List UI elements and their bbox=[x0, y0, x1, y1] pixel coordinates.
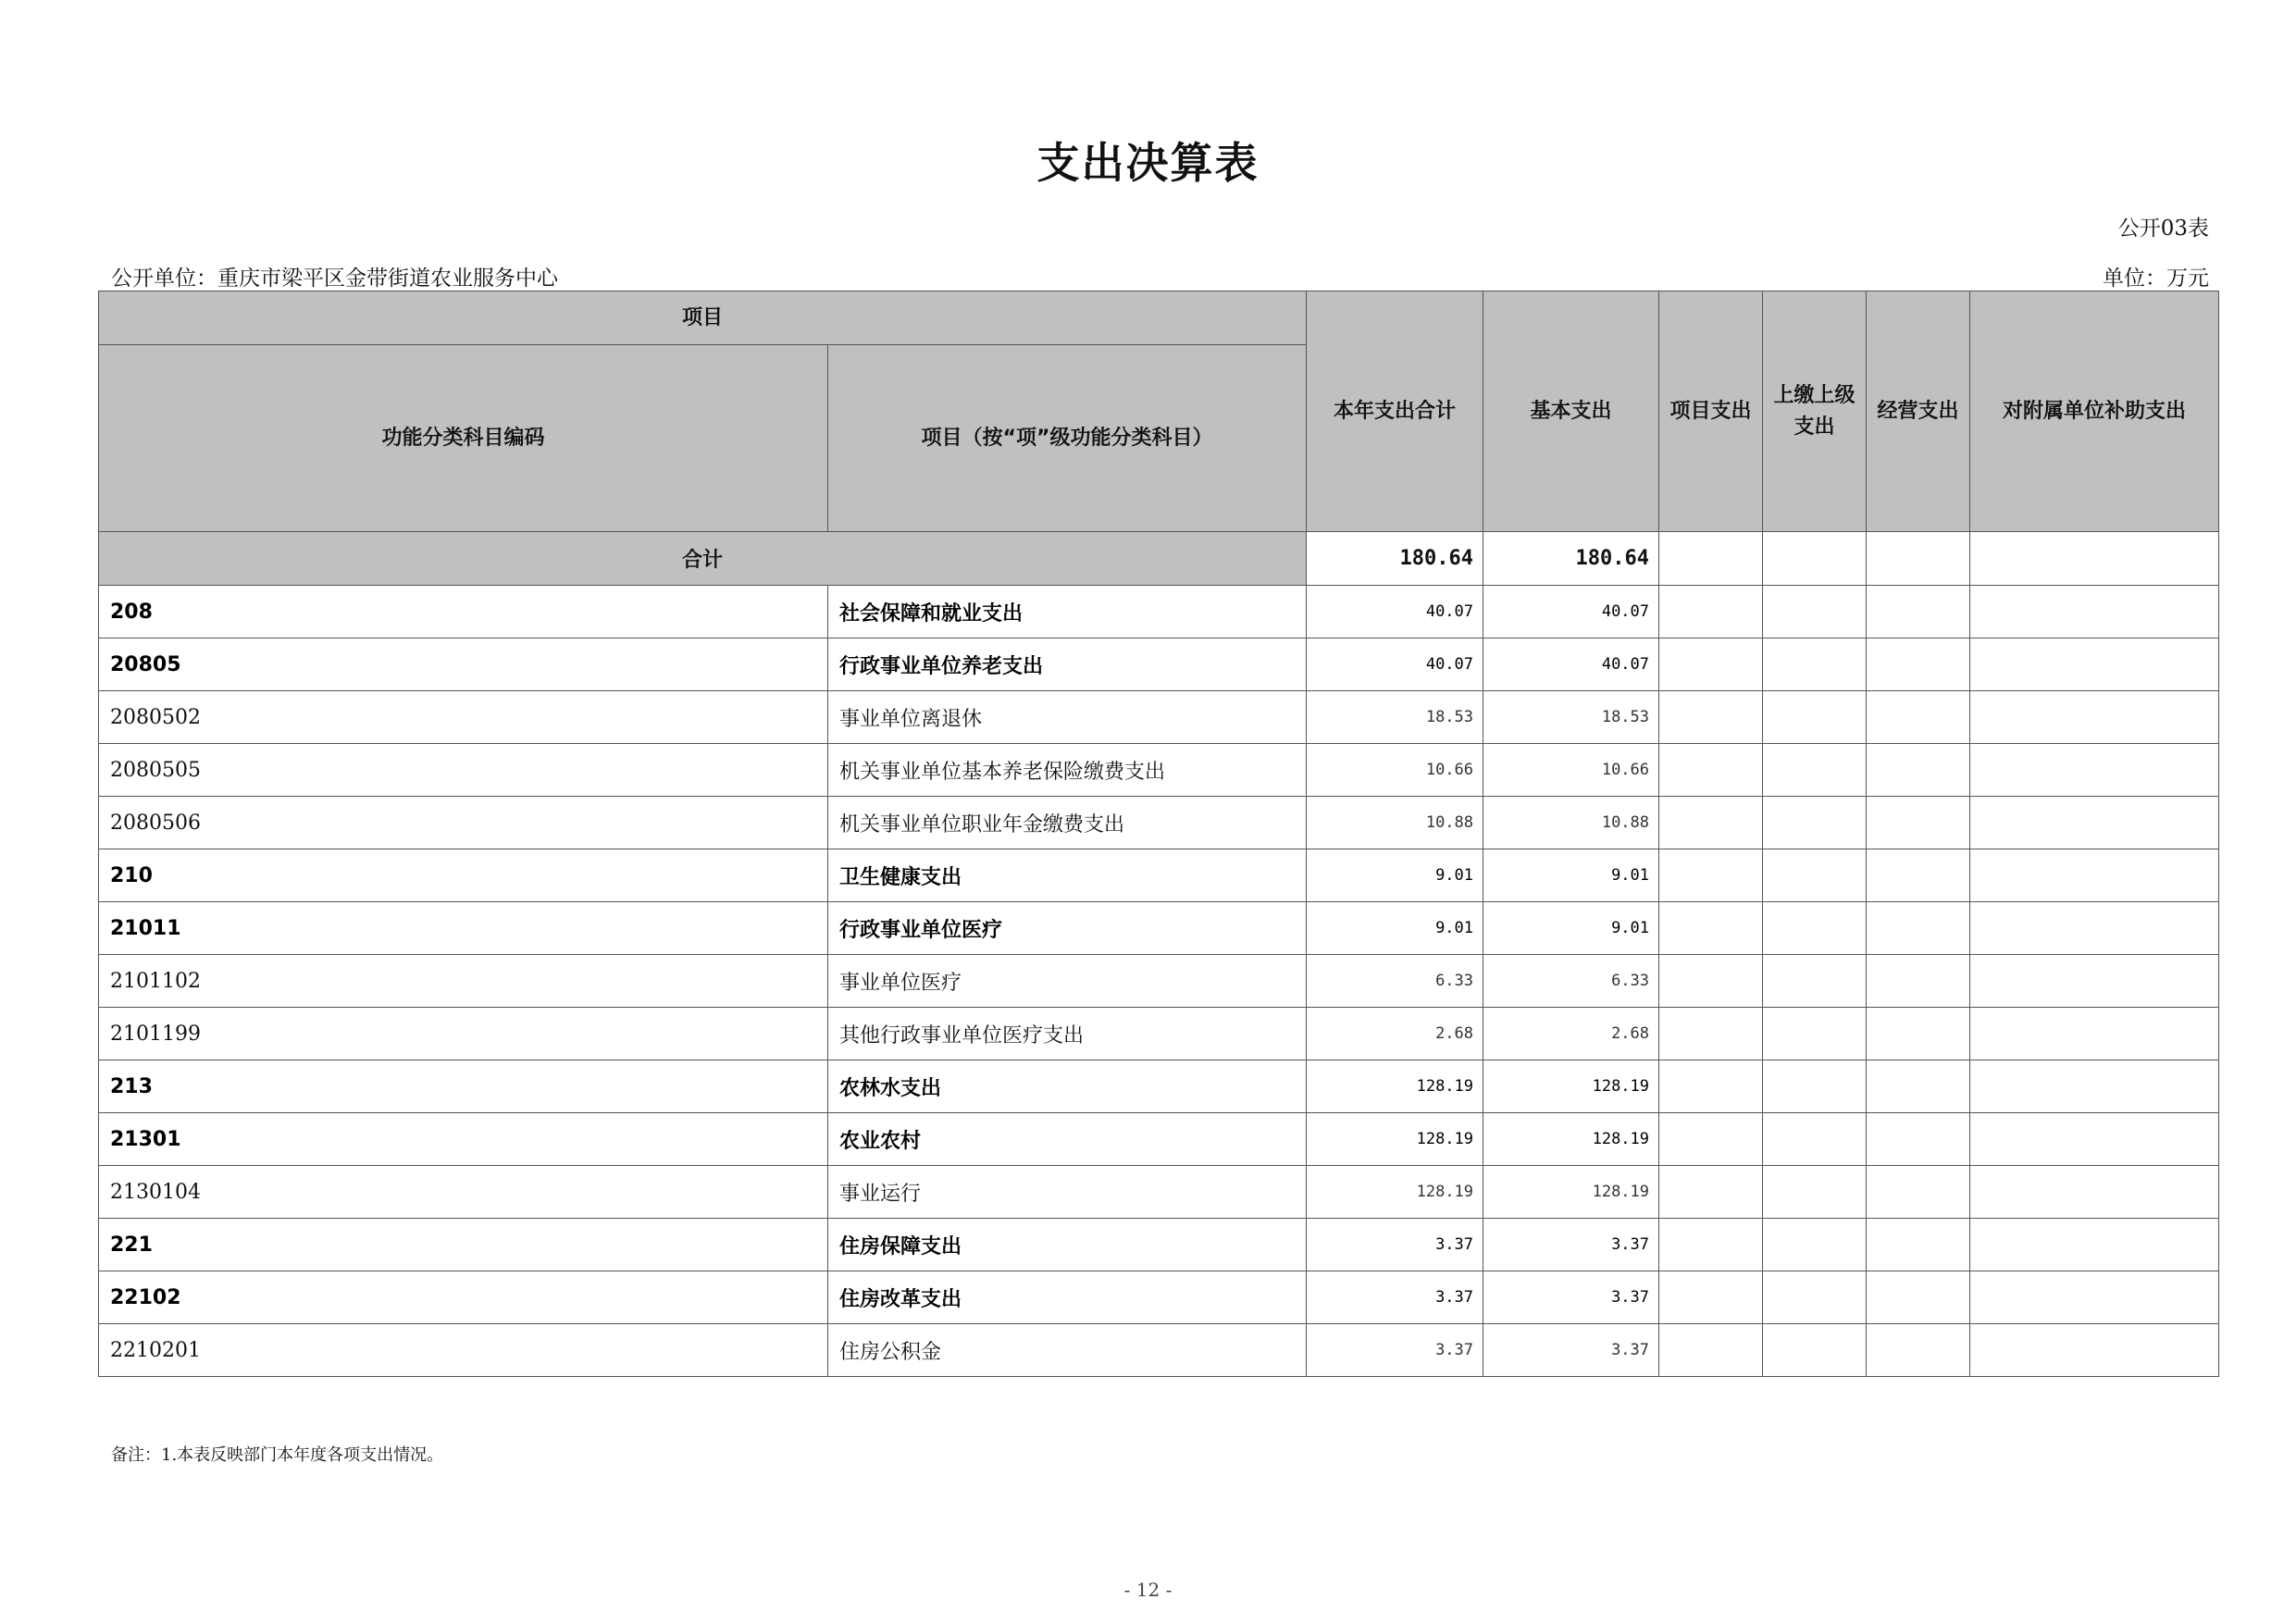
header-code: 功能分类科目编码 bbox=[99, 345, 828, 532]
empty-cell bbox=[1970, 1271, 2219, 1324]
account-code-cell: 22102 bbox=[99, 1271, 828, 1324]
table-row bbox=[99, 1219, 2219, 1271]
account-name-cell: 住房公积金 bbox=[828, 1324, 1307, 1377]
total-expenditure-cell: 40.07 bbox=[1307, 586, 1483, 638]
empty-cell bbox=[1659, 849, 1763, 902]
account-name-cell: 事业运行 bbox=[828, 1166, 1307, 1219]
table-row bbox=[99, 849, 2219, 902]
table-row bbox=[99, 1324, 2219, 1377]
empty-cell bbox=[1867, 1219, 1970, 1271]
unit-line bbox=[111, 261, 2209, 291]
basic-expenditure-cell: 3.37 bbox=[1483, 1324, 1659, 1377]
empty-cell bbox=[1659, 1271, 1763, 1324]
basic-expenditure-cell: 3.37 bbox=[1483, 1219, 1659, 1271]
header-total: 本年支出合计 bbox=[1307, 291, 1483, 532]
account-code-cell: 2210201 bbox=[99, 1324, 828, 1377]
total-expenditure-cell: 10.66 bbox=[1307, 744, 1483, 797]
account-code-cell: 208 bbox=[99, 586, 828, 638]
basic-expenditure-cell: 10.88 bbox=[1483, 797, 1659, 849]
empty-cell bbox=[1970, 955, 2219, 1008]
header-project: 项目 bbox=[99, 291, 1307, 345]
empty-cell bbox=[1867, 955, 1970, 1008]
table-row bbox=[99, 1271, 2219, 1324]
empty-cell bbox=[1867, 1113, 1970, 1166]
account-name-cell: 事业单位医疗 bbox=[828, 955, 1307, 1008]
account-code-cell: 221 bbox=[99, 1219, 828, 1271]
empty-cell bbox=[1659, 744, 1763, 797]
header-subsidy: 对附属单位补助支出 bbox=[1970, 291, 2219, 532]
empty-cell bbox=[1763, 1060, 1867, 1113]
empty-cell bbox=[1763, 1113, 1867, 1166]
basic-expenditure-cell: 10.66 bbox=[1483, 744, 1659, 797]
basic-expenditure-cell: 2.68 bbox=[1483, 1008, 1659, 1060]
table-row bbox=[99, 1166, 2219, 1219]
account-name-cell: 农业农村 bbox=[828, 1113, 1307, 1166]
total-expenditure-cell: 9.01 bbox=[1307, 849, 1483, 902]
empty-cell bbox=[1763, 1219, 1867, 1271]
header-upper-remit: 上缴上级支出 bbox=[1763, 291, 1867, 532]
basic-expenditure-cell: 9.01 bbox=[1483, 849, 1659, 902]
empty-cell bbox=[1659, 1219, 1763, 1271]
total-expenditure-cell: 128.19 bbox=[1307, 1060, 1483, 1113]
empty-cell bbox=[1867, 1324, 1970, 1377]
header-basic: 基本支出 bbox=[1483, 291, 1659, 532]
header-business: 经营支出 bbox=[1867, 291, 1970, 532]
account-name-cell: 其他行政事业单位医疗支出 bbox=[828, 1008, 1307, 1060]
expenditure-table bbox=[98, 291, 2219, 1377]
empty-cell bbox=[1867, 744, 1970, 797]
empty-cell bbox=[1867, 532, 1970, 586]
total-expenditure-cell: 128.19 bbox=[1307, 1113, 1483, 1166]
page-number: - 12 - bbox=[1123, 1579, 1173, 1601]
empty-cell bbox=[1763, 1271, 1867, 1324]
empty-cell bbox=[1763, 1324, 1867, 1377]
total-expenditure-cell: 2.68 bbox=[1307, 1008, 1483, 1060]
empty-cell bbox=[1659, 797, 1763, 849]
table-row bbox=[99, 586, 2219, 638]
total-label: 合计 bbox=[99, 532, 1307, 586]
empty-cell bbox=[1763, 532, 1867, 586]
account-name-cell: 机关事业单位基本养老保险缴费支出 bbox=[828, 744, 1307, 797]
empty-cell bbox=[1970, 1324, 2219, 1377]
empty-cell bbox=[1970, 1219, 2219, 1271]
account-code-cell: 210 bbox=[99, 849, 828, 902]
account-code-cell: 213 bbox=[99, 1060, 828, 1113]
empty-cell bbox=[1970, 797, 2219, 849]
empty-cell bbox=[1659, 1324, 1763, 1377]
total-expenditure-cell: 128.19 bbox=[1307, 1166, 1483, 1219]
empty-cell bbox=[1867, 638, 1970, 691]
empty-cell bbox=[1867, 691, 1970, 744]
total-basic: 180.64 bbox=[1483, 532, 1659, 586]
empty-cell bbox=[1970, 902, 2219, 955]
empty-cell bbox=[1659, 902, 1763, 955]
empty-cell bbox=[1970, 1008, 2219, 1060]
account-name-cell: 行政事业单位医疗 bbox=[828, 902, 1307, 955]
account-code-cell: 2101102 bbox=[99, 955, 828, 1008]
account-code-cell: 2080506 bbox=[99, 797, 828, 849]
total-expenditure-cell: 3.37 bbox=[1307, 1324, 1483, 1377]
empty-cell bbox=[1763, 586, 1867, 638]
empty-cell bbox=[1763, 1008, 1867, 1060]
account-code-cell: 2130104 bbox=[99, 1166, 828, 1219]
total-expenditure-cell: 3.37 bbox=[1307, 1271, 1483, 1324]
empty-cell bbox=[1763, 1166, 1867, 1219]
header-item: 项目（按“项”级功能分类科目） bbox=[828, 345, 1307, 532]
account-name-cell: 住房保障支出 bbox=[828, 1219, 1307, 1271]
currency-unit: 单位：万元 bbox=[2103, 267, 2209, 291]
form-number: 公开03表 bbox=[2117, 217, 2209, 241]
table-row bbox=[99, 797, 2219, 849]
account-name-cell: 机关事业单位职业年金缴费支出 bbox=[828, 797, 1307, 849]
total-amount: 180.64 bbox=[1307, 532, 1483, 586]
basic-expenditure-cell: 6.33 bbox=[1483, 955, 1659, 1008]
account-code-cell: 2101199 bbox=[99, 1008, 828, 1060]
table-row bbox=[99, 638, 2219, 691]
empty-cell bbox=[1763, 797, 1867, 849]
empty-cell bbox=[1659, 691, 1763, 744]
empty-cell bbox=[1970, 532, 2219, 586]
table-row bbox=[99, 691, 2219, 744]
account-code-cell: 20805 bbox=[99, 638, 828, 691]
empty-cell bbox=[1763, 638, 1867, 691]
empty-cell bbox=[1970, 744, 2219, 797]
basic-expenditure-cell: 128.19 bbox=[1483, 1166, 1659, 1219]
empty-cell bbox=[1659, 1113, 1763, 1166]
account-name-cell: 住房改革支出 bbox=[828, 1271, 1307, 1324]
empty-cell bbox=[1867, 586, 1970, 638]
empty-cell bbox=[1763, 955, 1867, 1008]
account-code-cell: 2080502 bbox=[99, 691, 828, 744]
table-row bbox=[99, 744, 2219, 797]
page-title: 支出决算表 bbox=[1036, 138, 1260, 188]
total-expenditure-cell: 10.88 bbox=[1307, 797, 1483, 849]
empty-cell bbox=[1659, 586, 1763, 638]
basic-expenditure-cell: 128.19 bbox=[1483, 1113, 1659, 1166]
total-expenditure-cell: 40.07 bbox=[1307, 638, 1483, 691]
empty-cell bbox=[1970, 586, 2219, 638]
basic-expenditure-cell: 40.07 bbox=[1483, 638, 1659, 691]
empty-cell bbox=[1659, 638, 1763, 691]
account-code-cell: 2080505 bbox=[99, 744, 828, 797]
empty-cell bbox=[1867, 1166, 1970, 1219]
empty-cell bbox=[1659, 1166, 1763, 1219]
empty-cell bbox=[1970, 1166, 2219, 1219]
empty-cell bbox=[1763, 902, 1867, 955]
table-row bbox=[99, 1113, 2219, 1166]
basic-expenditure-cell: 9.01 bbox=[1483, 902, 1659, 955]
empty-cell bbox=[1867, 1008, 1970, 1060]
empty-cell bbox=[1867, 1271, 1970, 1324]
account-code-cell: 21011 bbox=[99, 902, 828, 955]
basic-expenditure-cell: 3.37 bbox=[1483, 1271, 1659, 1324]
account-name-cell: 行政事业单位养老支出 bbox=[828, 638, 1307, 691]
account-name-cell: 事业单位离退休 bbox=[828, 691, 1307, 744]
empty-cell bbox=[1867, 902, 1970, 955]
total-expenditure-cell: 3.37 bbox=[1307, 1219, 1483, 1271]
basic-expenditure-cell: 128.19 bbox=[1483, 1060, 1659, 1113]
total-expenditure-cell: 18.53 bbox=[1307, 691, 1483, 744]
basic-expenditure-cell: 18.53 bbox=[1483, 691, 1659, 744]
empty-cell bbox=[1659, 955, 1763, 1008]
empty-cell bbox=[1659, 1060, 1763, 1113]
header-project-expenditure: 项目支出 bbox=[1659, 291, 1763, 532]
table-row bbox=[99, 1008, 2219, 1060]
empty-cell bbox=[1970, 1113, 2219, 1166]
footnote: 备注：1.本表反映部门本年度各项支出情况。 bbox=[111, 1445, 444, 1465]
account-name-cell: 社会保障和就业支出 bbox=[828, 586, 1307, 638]
account-code-cell: 21301 bbox=[99, 1113, 828, 1166]
empty-cell bbox=[1763, 691, 1867, 744]
account-name-cell: 卫生健康支出 bbox=[828, 849, 1307, 902]
empty-cell bbox=[1867, 797, 1970, 849]
empty-cell bbox=[1970, 638, 2219, 691]
table-row bbox=[99, 1060, 2219, 1113]
basic-expenditure-cell: 40.07 bbox=[1483, 586, 1659, 638]
total-expenditure-cell: 6.33 bbox=[1307, 955, 1483, 1008]
table-row bbox=[99, 902, 2219, 955]
total-expenditure-cell: 9.01 bbox=[1307, 902, 1483, 955]
empty-cell bbox=[1867, 849, 1970, 902]
empty-cell bbox=[1659, 532, 1763, 586]
empty-cell bbox=[1970, 691, 2219, 744]
empty-cell bbox=[1970, 1060, 2219, 1113]
empty-cell bbox=[1970, 849, 2219, 902]
table-row bbox=[99, 955, 2219, 1008]
empty-cell bbox=[1867, 1060, 1970, 1113]
empty-cell bbox=[1659, 1008, 1763, 1060]
reporting-unit: 公开单位：重庆市梁平区金带街道农业服务中心 bbox=[111, 267, 558, 291]
account-name-cell: 农林水支出 bbox=[828, 1060, 1307, 1113]
empty-cell bbox=[1763, 744, 1867, 797]
empty-cell bbox=[1763, 849, 1867, 902]
